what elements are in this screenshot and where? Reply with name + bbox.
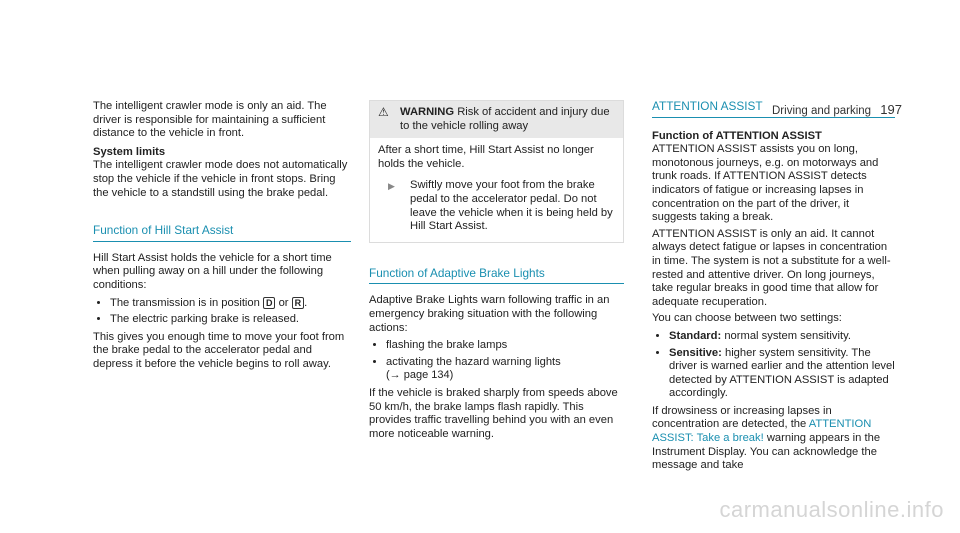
setting-text: normal system sensitivity. — [724, 329, 851, 342]
page-reference-link[interactable]: (→ page 134) — [386, 369, 454, 382]
header-section: Driving and parking — [772, 105, 872, 117]
warning-heading — [400, 106, 615, 133]
system-limits-text: The intelligent crawler mode does not automatically stop the vehicle if the vehicle in front stops. Bring the vehicle to a standstill using the brake pedal. — [93, 159, 348, 199]
column-2 — [369, 100, 624, 441]
section-heading-brake-lights: Function of Adaptive Brake Lights — [369, 267, 624, 285]
list-item — [386, 356, 624, 383]
hill-start-intro: Hill Start Assist holds the vehicle for a short time when pulling away on a hill under the following conditions: — [93, 251, 332, 291]
warning-label: WARNING — [400, 106, 455, 118]
attention-paragraph-1: ATTENTION ASSIST assists you on long, monotonous journeys, e.g. on motorways and trunk roads. If ATTENTION ASSIST detects indicators of fatigue or increasing lapses in concentration on the part of the driver, it suggests taking a break. — [652, 143, 879, 224]
attention-settings — [652, 330, 895, 401]
brake-lights-intro: Adaptive Brake Lights warn following traffic in an emergency braking situation with the following actions: — [369, 294, 610, 334]
bullet-text: activating the hazard warning lights — [386, 355, 561, 368]
drive-key-icon: D — [263, 297, 276, 309]
page-number: 197 — [880, 102, 902, 117]
setting-text: higher system sensitivity. The driver is warned earlier and the attention level detected by ATTENTION ASSIST is adapted accordingly. — [669, 346, 895, 400]
setting-label: Standard: — [669, 329, 722, 342]
hill-start-end: This gives you enough time to move your foot from the brake pedal to the accelerator pedal and depress it before the vehicle begins to roll away. — [93, 330, 345, 370]
system-limits-heading: System limits — [93, 145, 166, 158]
reverse-key-icon: R — [292, 297, 305, 309]
brake-lights-actions — [369, 339, 624, 383]
list-item: • flashing the brake lamps — [386, 339, 624, 353]
setting-label: Sensitive: — [669, 346, 722, 359]
column-3 — [652, 100, 895, 473]
attention-paragraph-4 — [652, 405, 895, 473]
hill-start-conditions — [93, 297, 351, 327]
text: warning appears in the Instrument Display. You can acknowledge the message and take — [652, 432, 881, 472]
attention-function-heading: Function of ATTENTION ASSIST — [652, 129, 822, 142]
crawler-paragraph: The intelligent crawler mode is only an aid. The driver is responsible for maintaining a sufficient distance to the vehicle in front. — [93, 100, 327, 140]
list-item: • The transmission is in position D or R . — [110, 297, 351, 311]
warning-title: Risk of accident and injury due to the vehicle rolling away — [400, 106, 610, 132]
section-heading-attention-assist: ATTENTION ASSIST — [652, 100, 895, 118]
bullet-text: The transmission is in position — [110, 296, 260, 309]
warning-header — [370, 101, 623, 138]
action-step — [378, 179, 615, 233]
display-message: ATTENTION ASSIST: Take a break! — [652, 418, 872, 445]
list-item: • The electric parking brake is released. — [110, 313, 351, 327]
text: If drowsiness or increasing lapses in concentration are detected, the — [652, 404, 832, 431]
bullet-or: or — [278, 296, 289, 309]
warning-triangle-icon: ⚠ — [378, 105, 389, 119]
watermark: carmanualsonline.info — [719, 497, 944, 522]
warning-box — [369, 100, 624, 243]
column-1 — [93, 100, 351, 372]
attention-paragraph-3: You can choose between two settings: — [652, 312, 842, 325]
list-item — [669, 347, 895, 401]
attention-paragraph-2: ATTENTION ASSIST is only an aid. It cannot always detect fatigue or lapses in concentration in time. The system is not a substitute for a well-rested and attentive driver. On long journeys, take regular breaks in good time that allow for adequate recuperation. — [652, 227, 891, 308]
step-text: Swiftly move your foot from the brake pedal to the accelerator pedal. Do not leave the vehicle when it is being held by Hill Start Assist. — [410, 179, 613, 233]
step-arrow-icon: ▶ — [388, 181, 395, 192]
warning-text: After a short time, Hill Start Assist no longer holds the vehicle. — [378, 144, 594, 170]
section-heading-hill-start: Function of Hill Start Assist — [93, 224, 351, 242]
warning-body — [370, 138, 623, 242]
list-item — [669, 330, 895, 344]
brake-lights-end: If the vehicle is braked sharply from speeds above 50 km/h, the brake lamps flash rapidly. This provides traffic travelling behind you with an even more noticeable warning. — [369, 386, 618, 440]
